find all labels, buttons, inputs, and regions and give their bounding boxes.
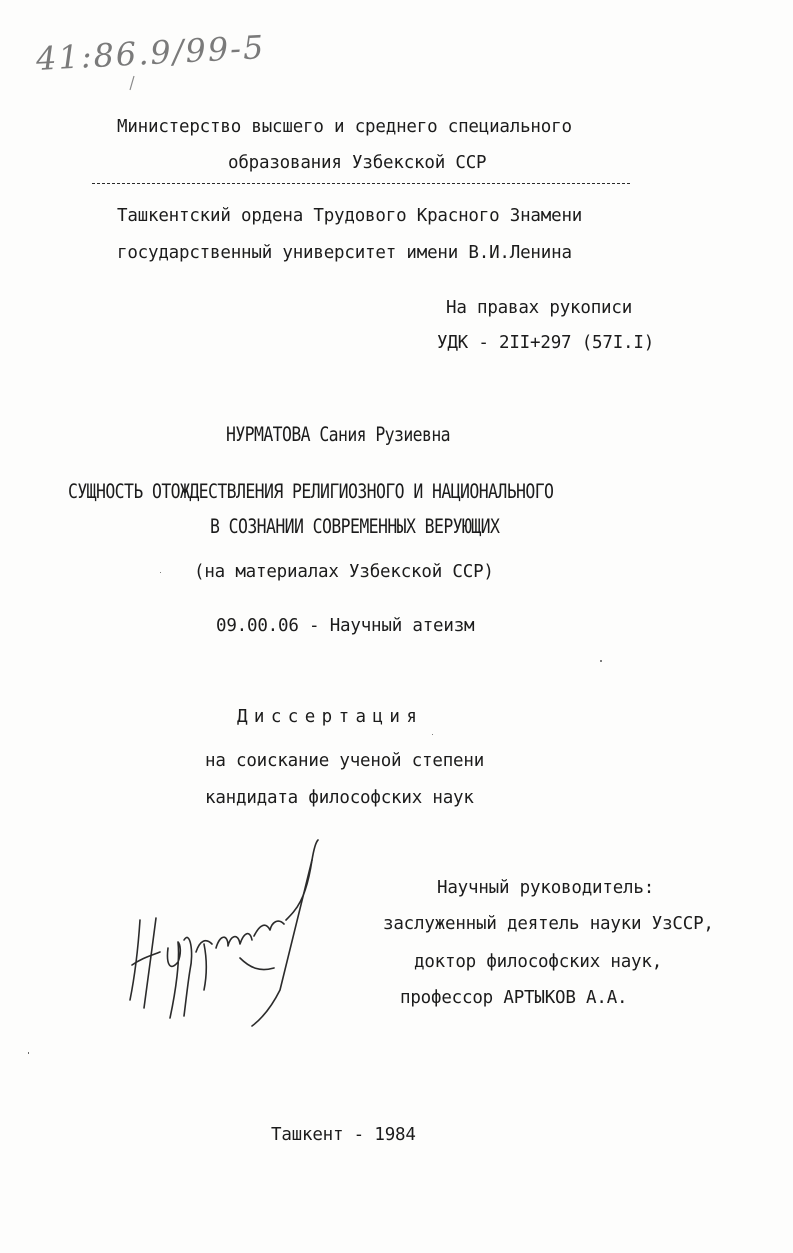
scan-speck <box>432 734 433 735</box>
header-divider <box>92 183 630 184</box>
scan-speck <box>600 660 602 662</box>
manuscript-notice: На правах рукописи <box>446 298 633 318</box>
supervisor-line-2: доктор философских наук, <box>414 952 663 972</box>
specialty-code: 09.00.06 - Научный атеизм <box>216 616 475 636</box>
university-line-2: государственный университет имени В.И.Ленина <box>117 243 572 263</box>
scan-speck <box>160 572 161 573</box>
supervisor-label: Научный руководитель: <box>437 878 655 898</box>
supervisor-line-1: заслуженный деятель науки УзССР, <box>383 914 714 934</box>
ministry-line-2: образования Узбекской ССР <box>228 153 487 173</box>
degree-type: Диссертация <box>237 707 424 727</box>
author-signature <box>120 840 330 1030</box>
dissertation-title-line-1: СУЩНОСТЬ ОТОЖДЕСТВЛЕНИЯ РЕЛИГИОЗНОГО И НАЦИОНАЛЬНОГО <box>68 480 554 503</box>
university-line-1: Ташкентский ордена Трудового Красного Знамени <box>117 206 583 226</box>
archive-mark-text: 41:86.9/99-5 <box>35 27 267 78</box>
author-name: НУРМАТОВА Сания Рузиевна <box>226 423 451 446</box>
dissertation-title-line-2: В СОЗНАНИИ СОВРЕМЕННЫХ ВЕРУЮЩИХ <box>210 515 500 538</box>
scan-speck <box>28 1052 29 1054</box>
udc-code: УДК - 2II+297 (57I.I) <box>437 333 655 353</box>
degree-line-1: на соискание ученой степени <box>205 751 485 771</box>
degree-line-2: кандидата философских наук <box>205 788 474 808</box>
ministry-line-1: Министерство высшего и среднего специального <box>117 117 572 137</box>
archive-pencil-mark <box>30 14 270 94</box>
supervisor-line-3: профессор АРТЫКОВ А.А. <box>400 988 628 1008</box>
dissertation-subtitle: (на материалах Узбекской ССР) <box>194 562 494 582</box>
place-year: Ташкент - 1984 <box>271 1125 416 1145</box>
